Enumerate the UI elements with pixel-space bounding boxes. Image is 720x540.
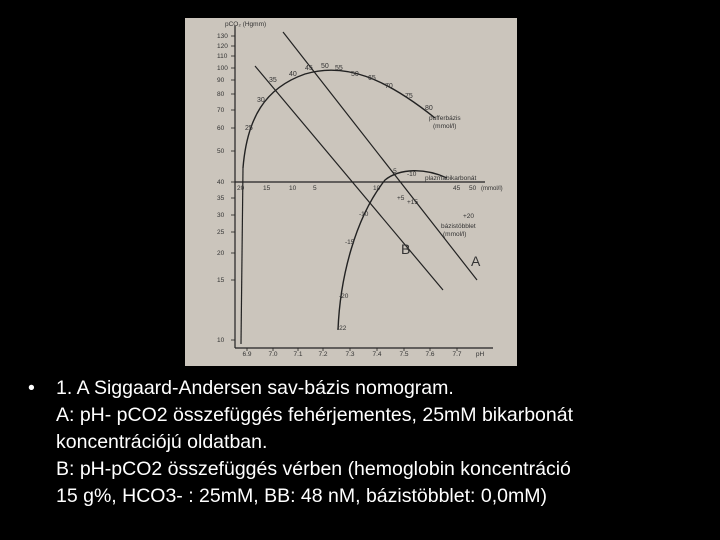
plazmabikarbonat-unit: (mmol/l) bbox=[481, 186, 503, 192]
plazmabikarbonat-tick: 50 bbox=[469, 185, 477, 192]
bazistobblet-tick: -10 bbox=[407, 171, 417, 178]
pufferbazis-tick: 40 bbox=[289, 71, 297, 78]
bazistobblet-tick: -5 bbox=[391, 168, 397, 175]
y-tick-label: 20 bbox=[217, 250, 225, 257]
pufferbazis-label: pufferbázis bbox=[429, 115, 461, 122]
bazistobblet-unit: (mmol/l) bbox=[443, 231, 467, 238]
caption-line-4: B: pH-pCO2 összefüggés vérben (hemoglobin koncentráció bbox=[56, 458, 571, 480]
pufferbazis-tick: 70 bbox=[385, 83, 393, 90]
bazistobblet-tick: +5 bbox=[397, 195, 405, 202]
x-tick-label: 7.0 bbox=[268, 351, 278, 358]
x-tick-label: 7.1 bbox=[293, 351, 303, 358]
pufferbazis-tick: 55 bbox=[335, 65, 343, 72]
pufferbazis-tick: 80 bbox=[425, 105, 433, 112]
nomogram-svg bbox=[185, 18, 517, 366]
pufferbazis-tick: 25 bbox=[245, 125, 253, 132]
bazistobblet-tick: +20 bbox=[463, 213, 475, 220]
x-tick-label: 7.7 bbox=[452, 351, 462, 358]
y-tick-label: 50 bbox=[217, 148, 225, 155]
pufferbazis-tick: 35 bbox=[269, 77, 277, 84]
bullet: • bbox=[28, 377, 35, 399]
line-a-label: A bbox=[471, 253, 481, 269]
x-tick-label: 7.6 bbox=[425, 351, 435, 358]
bazistobblet-tick: -22 bbox=[337, 325, 347, 332]
x-tick-label: 7.2 bbox=[318, 351, 328, 358]
x-unit-label: pH bbox=[475, 351, 485, 358]
y-tick-label: 30 bbox=[217, 212, 225, 219]
y-axis-title: pCO₂ (Hgmm) bbox=[225, 21, 267, 28]
caption-line-5: 15 g%, HCO3- : 25mM, BB: 48 nM, bázistöbblet: 0,0mM) bbox=[56, 485, 547, 507]
y-tick-label: 35 bbox=[217, 195, 225, 202]
bazistobblet-tick: -10 bbox=[359, 211, 369, 218]
pufferbazis-tick: 65 bbox=[368, 75, 376, 82]
y-tick-label: 100 bbox=[217, 65, 228, 72]
plazmabikarbonat-tick: 20 bbox=[237, 185, 245, 192]
y-tick-label: 80 bbox=[217, 91, 225, 98]
pufferbazis-tick: 45 bbox=[305, 65, 313, 72]
bazistobblet-label: bázistöbblet bbox=[441, 223, 476, 230]
pufferbazis-tick: 75 bbox=[405, 93, 413, 100]
plazmabikarbonat-tick: 15 bbox=[263, 185, 271, 192]
caption-line-1: 1. A Siggaard-Andersen sav-bázis nomogram. bbox=[56, 377, 454, 399]
y-tick-label: 10 bbox=[217, 337, 225, 344]
plazmabikarbonat-tick: 45 bbox=[453, 185, 461, 192]
y-tick-label: 90 bbox=[217, 77, 225, 84]
bazistobblet-tick: -20 bbox=[339, 293, 349, 300]
pufferbazis-unit: (mmol/l) bbox=[433, 123, 457, 130]
plazmabikarbonat-tick: 10 bbox=[373, 185, 381, 192]
plazmabikarbonat-tick: 10 bbox=[289, 185, 297, 192]
nomogram-image bbox=[185, 18, 517, 366]
caption-line-3: koncentrációjú oldatban. bbox=[56, 431, 268, 453]
caption-line-2: A: pH- pCO2 összefüggés fehérjementes, 25mM bikarbonát bbox=[56, 404, 574, 426]
bazistobblet-tick: -15 bbox=[345, 239, 355, 246]
y-tick-label: 25 bbox=[217, 229, 225, 236]
y-tick-label: 70 bbox=[217, 107, 225, 114]
plazmabikarbonat-label: plazmabikarbonát bbox=[425, 175, 477, 182]
y-tick-label: 110 bbox=[217, 53, 228, 60]
line-b-label: B bbox=[401, 241, 411, 257]
plazmabikarbonat-tick: 5 bbox=[313, 185, 317, 192]
x-tick-label: 7.5 bbox=[399, 351, 409, 358]
x-tick-label: 7.4 bbox=[372, 351, 382, 358]
bazistobblet-tick: +15 bbox=[407, 199, 419, 206]
y-tick-label: 40 bbox=[217, 179, 225, 186]
pufferbazis-tick: 30 bbox=[257, 97, 265, 104]
pufferbazis-tick: 50 bbox=[321, 63, 329, 70]
pufferbazis-tick: 50 bbox=[351, 71, 359, 78]
y-tick-label: 60 bbox=[217, 125, 225, 132]
y-tick-label: 120 bbox=[217, 43, 228, 50]
x-tick-label: 6.9 bbox=[242, 351, 252, 358]
y-tick-label: 15 bbox=[217, 277, 225, 284]
x-tick-label: 7.3 bbox=[345, 351, 355, 358]
y-tick-label: 130 bbox=[217, 33, 228, 40]
